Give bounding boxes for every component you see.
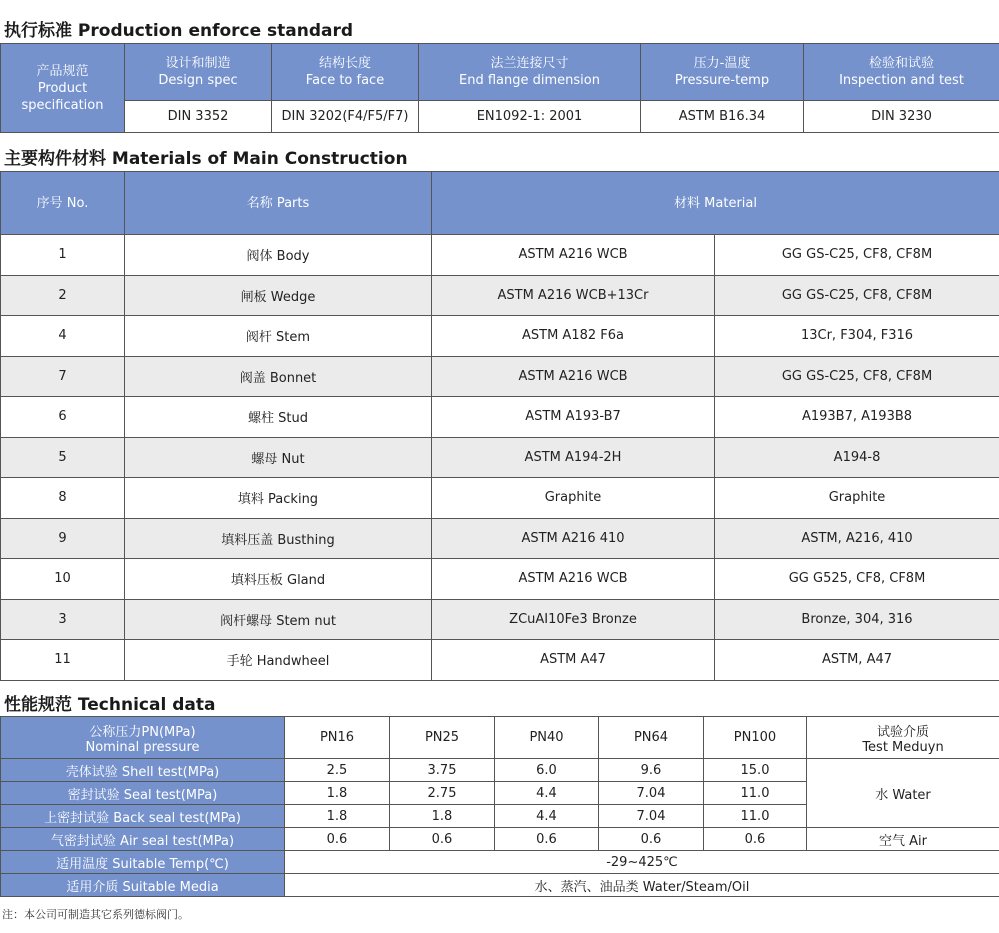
row-no: 3 bbox=[1, 599, 125, 640]
row-material-astm: ASTM A216 410 bbox=[432, 518, 715, 559]
test-value: 2.75 bbox=[390, 782, 495, 805]
row-no: 6 bbox=[1, 397, 125, 438]
row-part: 螺柱 Stud bbox=[125, 397, 432, 438]
row-material-astm: ZCuAI10Fe3 Bronze bbox=[432, 599, 715, 640]
row-part: 填料 Packing bbox=[125, 478, 432, 519]
test-value: 1.8 bbox=[285, 805, 390, 828]
row-part: 填料压板 Gland bbox=[125, 559, 432, 600]
test-value: 1.8 bbox=[390, 805, 495, 828]
test-value: 0.6 bbox=[285, 828, 390, 851]
row-no: 7 bbox=[1, 356, 125, 397]
table-row bbox=[1, 275, 999, 316]
pn-header: PN64 bbox=[599, 717, 704, 759]
value-flange-dimension: EN1092-1: 2001 bbox=[419, 101, 641, 133]
row-part: 手轮 Handwheel bbox=[125, 640, 432, 681]
table-row bbox=[1, 478, 999, 519]
value-pressure-temp: ASTM B16.34 bbox=[641, 101, 804, 133]
materials-table bbox=[0, 171, 999, 681]
row-material-astm: ASTM A182 F6a bbox=[432, 316, 715, 357]
row-material-alt: ASTM, A216, 410 bbox=[715, 518, 999, 559]
row-material-alt: A193B7, A193B8 bbox=[715, 397, 999, 438]
test-value: 7.04 bbox=[599, 782, 704, 805]
table-row bbox=[1, 599, 999, 640]
footnote: 注：本公司可制造其它系列德标阀门。 bbox=[2, 908, 189, 921]
table-row bbox=[1, 235, 999, 276]
table-row bbox=[1, 518, 999, 559]
test-value: 9.6 bbox=[599, 759, 704, 782]
row-no: 8 bbox=[1, 478, 125, 519]
test-label: 壳体试验 Shell test(MPa) bbox=[1, 759, 285, 782]
suitable-media-label: 适用介质 Suitable Media bbox=[1, 874, 285, 897]
row-material-astm: ASTM A216 WCB+13Cr bbox=[432, 275, 715, 316]
header-product-spec: 产品规范 Product specification bbox=[1, 44, 125, 133]
row-part: 闸板 Wedge bbox=[125, 275, 432, 316]
section-title-standard: 执行标准 Production enforce standard bbox=[4, 21, 354, 41]
header-inspection: 检验和试验 Inspection and test bbox=[804, 44, 999, 101]
suitable-temp-label: 适用温度 Suitable Temp(℃) bbox=[1, 851, 285, 874]
test-value: 2.5 bbox=[285, 759, 390, 782]
row-part: 阀杆螺母 Stem nut bbox=[125, 599, 432, 640]
row-part: 阀体 Body bbox=[125, 235, 432, 276]
test-label: 密封试验 Seal test(MPa) bbox=[1, 782, 285, 805]
table-row bbox=[1, 397, 999, 438]
table-row bbox=[1, 640, 999, 681]
row-material-alt: Graphite bbox=[715, 478, 999, 519]
suitable-media-value: 水、蒸汽、油品类 Water/Steam/Oil bbox=[285, 874, 999, 897]
nominal-pressure-label: 公称压力PN(MPa) Nominal pressure bbox=[1, 717, 285, 759]
row-material-astm: ASTM A47 bbox=[432, 640, 715, 681]
row-material-alt: GG GS-C25, CF8, CF8M bbox=[715, 356, 999, 397]
row-material-astm: ASTM A216 WCB bbox=[432, 356, 715, 397]
row-material-astm: ASTM A216 WCB bbox=[432, 559, 715, 600]
row-material-alt: GG GS-C25, CF8, CF8M bbox=[715, 235, 999, 276]
header-design-spec: 设计和制造 Design spec bbox=[125, 44, 272, 101]
row-material-alt: A194-8 bbox=[715, 437, 999, 478]
row-part: 螺母 Nut bbox=[125, 437, 432, 478]
row-material-alt: 13Cr, F304, F316 bbox=[715, 316, 999, 357]
test-value: 0.6 bbox=[704, 828, 807, 851]
row-material-alt: ASTM, A47 bbox=[715, 640, 999, 681]
standard-table bbox=[0, 43, 999, 133]
section-title-technical: 性能规范 Technical data bbox=[4, 695, 216, 715]
pn-header: PN40 bbox=[495, 717, 599, 759]
test-value: 1.8 bbox=[285, 782, 390, 805]
value-face-to-face: DIN 3202(F4/F5/F7) bbox=[272, 101, 419, 133]
test-value: 15.0 bbox=[704, 759, 807, 782]
value-inspection: DIN 3230 bbox=[804, 101, 999, 133]
test-value: 7.04 bbox=[599, 805, 704, 828]
row-no: 2 bbox=[1, 275, 125, 316]
row-part: 阀盖 Bonnet bbox=[125, 356, 432, 397]
row-part: 填料压盖 Busthing bbox=[125, 518, 432, 559]
section-title-materials: 主要构件材料 Materials of Main Construction bbox=[4, 149, 408, 169]
suitable-temp-value: -29~425℃ bbox=[285, 851, 999, 874]
test-value: 11.0 bbox=[704, 805, 807, 828]
test-value: 4.4 bbox=[495, 805, 599, 828]
table-row bbox=[1, 356, 999, 397]
test-value: 0.6 bbox=[390, 828, 495, 851]
test-medium-header: 试验介质 Test Meduyn bbox=[807, 717, 999, 759]
row-material-alt: GG G525, CF8, CF8M bbox=[715, 559, 999, 600]
pn-header: PN100 bbox=[704, 717, 807, 759]
header-material: 材料 Material bbox=[432, 172, 999, 235]
medium-water: 水 Water bbox=[807, 759, 999, 828]
test-value: 6.0 bbox=[495, 759, 599, 782]
row-material-astm: Graphite bbox=[432, 478, 715, 519]
test-value: 11.0 bbox=[704, 782, 807, 805]
header-face-to-face: 结构长度 Face to face bbox=[272, 44, 419, 101]
technical-table bbox=[0, 716, 999, 897]
test-label: 上密封试验 Back seal test(MPa) bbox=[1, 805, 285, 828]
header-flange-dimension: 法兰连接尺寸 End flange dimension bbox=[419, 44, 641, 101]
row-material-astm: ASTM A194-2H bbox=[432, 437, 715, 478]
header-pressure-temp: 压力-温度 Pressure-temp bbox=[641, 44, 804, 101]
pn-header: PN25 bbox=[390, 717, 495, 759]
test-value: 4.4 bbox=[495, 782, 599, 805]
table-row bbox=[1, 316, 999, 357]
row-no: 4 bbox=[1, 316, 125, 357]
row-no: 1 bbox=[1, 235, 125, 276]
table-row bbox=[1, 559, 999, 600]
test-value: 0.6 bbox=[495, 828, 599, 851]
row-part: 阀杆 Stem bbox=[125, 316, 432, 357]
row-material-alt: GG GS-C25, CF8, CF8M bbox=[715, 275, 999, 316]
row-no: 9 bbox=[1, 518, 125, 559]
test-value: 0.6 bbox=[599, 828, 704, 851]
value-design-spec: DIN 3352 bbox=[125, 101, 272, 133]
row-material-astm: ASTM A216 WCB bbox=[432, 235, 715, 276]
table-row bbox=[1, 437, 999, 478]
test-value: 3.75 bbox=[390, 759, 495, 782]
medium-air: 空气 Air bbox=[807, 828, 999, 851]
pn-header: PN16 bbox=[285, 717, 390, 759]
row-no: 5 bbox=[1, 437, 125, 478]
row-material-astm: ASTM A193-B7 bbox=[432, 397, 715, 438]
row-no: 11 bbox=[1, 640, 125, 681]
header-no: 序号 No. bbox=[1, 172, 125, 235]
header-parts: 名称 Parts bbox=[125, 172, 432, 235]
row-no: 10 bbox=[1, 559, 125, 600]
row-material-alt: Bronze, 304, 316 bbox=[715, 599, 999, 640]
test-label: 气密封试验 Air seal test(MPa) bbox=[1, 828, 285, 851]
